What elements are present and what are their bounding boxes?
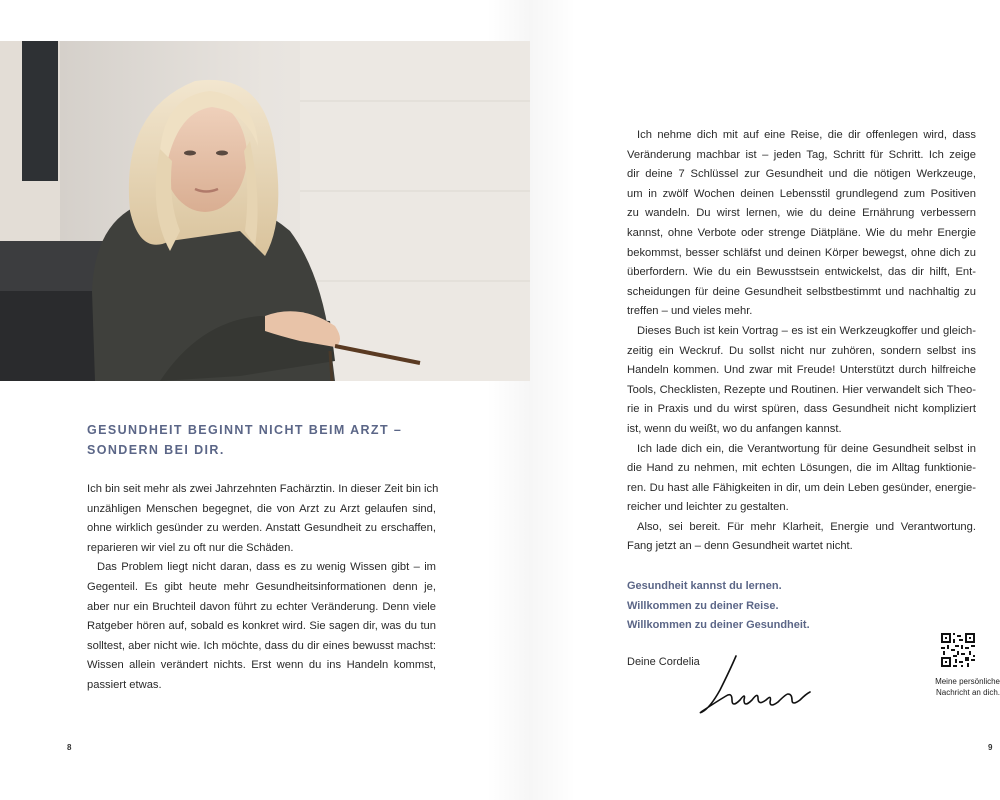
body-line: rie in Praxis und du wirst spüren, dass Gesundheit nicht kompliziert <box>627 403 976 416</box>
body-line: Dieses Buch ist kein Vortrag – es ist ein Werkzeugkoffer und gleich- <box>637 324 976 337</box>
body-line: Das Problem liegt nicht daran, dass es zu wenig Wissen gibt – im <box>97 561 436 574</box>
qr-caption-line: Meine persönliche <box>935 677 1000 686</box>
heading-line: SONDERN BEI DIR. <box>87 443 225 457</box>
body-line: aber nur ein Bruchteil davon führt zu echter Veränderung. Denn viele <box>87 600 436 613</box>
author-portrait-photo <box>0 41 530 381</box>
right-page-body-text <box>627 126 976 557</box>
body-line: Fang jetzt an – denn Gesundheit wartet nicht. <box>627 540 853 553</box>
body-line: Ich bin seit mehr als zwei Jahrzehnten Fachärztin. In dieser Zeit bin ich <box>87 483 439 495</box>
body-line: ren. Du hast alle Fähigkeiten in dir, um dein Leben gesünder, energie- <box>627 481 976 494</box>
closing-line: Willkommen zu deiner Gesundheit. <box>627 619 810 632</box>
qr-caption-line: Nachricht an dich. <box>935 688 1000 697</box>
body-line: Ich lade dich ein, die Verantwortung für deine Gesundheit selbst in <box>637 442 976 455</box>
body-line: um in zwölf Wochen deinen Lebensstil grundlegend zum Positiven <box>627 187 976 200</box>
closing-line: Willkommen zu deiner Reise. <box>627 599 779 612</box>
closing-line: Gesundheit kannst du lernen. <box>627 580 782 592</box>
signoff-text: Deine Cordelia <box>627 656 700 668</box>
body-line: zu wandeln. Du wirst lernen, wie du deine Ernährung verbessern <box>627 207 976 220</box>
body-line: reparieren wir viel zu oft nur die Schäden. <box>87 541 294 554</box>
body-line: Ich nehme dich mit auf eine Reise, die dir offenlegen wird, dass <box>637 129 976 141</box>
body-line: treffen – und vieles mehr. <box>627 305 753 318</box>
page-number-right: 9 <box>988 743 993 752</box>
body-line: kannst, ohne Verbote oder strenge Diätpläne. Wie du mehr Energie <box>627 226 976 239</box>
body-line: unzähligen Menschen begegnet, die von Arzt zu Arzt gelaufen sind, <box>87 502 436 515</box>
body-line: passiert etwas. <box>87 678 162 691</box>
body-line: ist, wenn du weißt, wo du anfangen kannst. <box>627 422 842 435</box>
heading-line: GESUNDHEIT BEGINNT NICHT BEIM ARZT – <box>87 423 403 437</box>
left-page-body-text <box>87 480 439 696</box>
body-line: Tools, Checklisten, Rezepte und Routinen. Hier verwandelt sich Theo- <box>627 383 976 396</box>
body-line: scheidungen für deine Gesundheit selbstbestimmt und nachhaltig zu <box>627 285 976 298</box>
body-line: Also, sei bereit. Für mehr Klarheit, Energie und Verantwortung. <box>637 520 976 533</box>
body-line: Handeln kommen. Und zwar mit Freude! Unterstützt durch hilfreiche <box>627 364 976 377</box>
body-line: bekommst, besser schläfst und deinen Körper bewegst, ohne dich zu <box>627 246 976 259</box>
closing-statements <box>627 577 927 636</box>
body-line: überfordern. Wie du ein Bewusstsein entwickelst, das dir hilft, Ent- <box>627 266 976 279</box>
body-line: Ratgeber hören auf, sobald es konkret wird. Sie sagen dir, was du tun <box>87 620 436 633</box>
body-line: die Hand zu nehmen, mit echten Lösungen, die im Alltag funktionie- <box>627 462 976 475</box>
body-line: reicher und leichter zu gestalten. <box>627 501 789 514</box>
body-line: solltest, aber nicht wie. Ich möchte, dass du dir eines bewusst machst: <box>87 639 436 652</box>
signature-image <box>696 650 816 720</box>
body-line: zeitig ein Weckruf. Du sollst nicht nur zuhören, sondern selbst ins <box>627 344 976 357</box>
qr-code-icon[interactable] <box>941 633 975 667</box>
body-line: Wissen allein verändert nichts. Erst wenn du ins Handeln kommst, <box>87 659 436 672</box>
body-line: ohne wirklich gesünder zu werden. Anstatt Gesundheit zu erschaffen, <box>87 522 436 535</box>
qr-caption <box>905 676 1000 698</box>
page-number-left: 8 <box>67 743 72 752</box>
body-line: Veränderung machbar ist – jeden Tag, Schritt für Schritt. Ich zeige <box>627 148 976 161</box>
body-line: Gegenteil. Es gibt heute mehr Gesundheitsinformationen denn je, <box>87 580 436 593</box>
chapter-heading <box>87 420 447 460</box>
body-line: dir deine 7 Schlüssel zur Gesundheit und die nötigen Werkzeuge, <box>627 168 976 181</box>
